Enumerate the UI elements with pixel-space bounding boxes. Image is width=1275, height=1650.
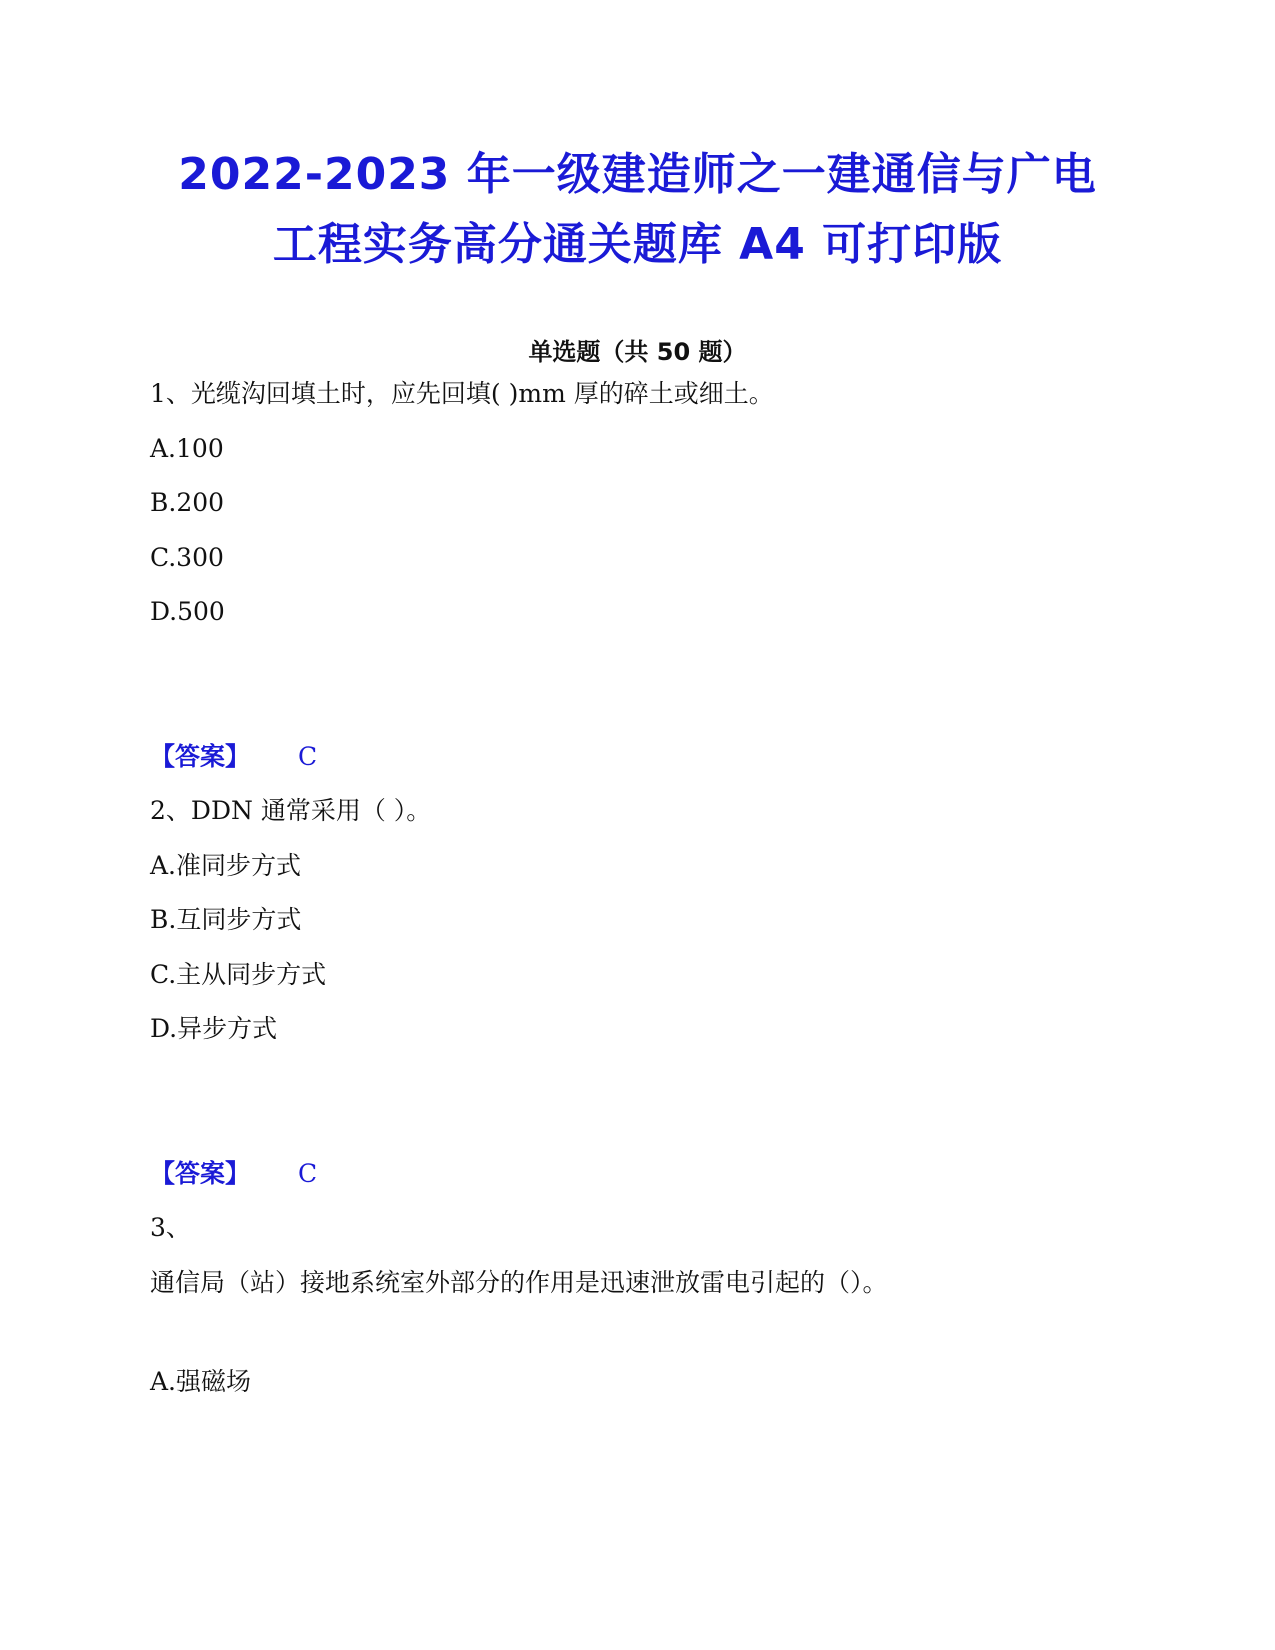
question-1-option-c: C.300 <box>150 543 224 572</box>
question-3-option-a: A.强磁场 <box>150 1367 252 1396</box>
question-2-stem: 2、DDN 通常采用（ ）。 <box>150 796 432 825</box>
question-3-stem: 通信局（站）接地系统室外部分的作用是迅速泄放雷电引起的（）。 <box>150 1268 888 1297</box>
question-2-option-a: A.准同步方式 <box>150 851 302 880</box>
answer-value: C <box>298 1159 318 1188</box>
question-1-answer <box>150 740 317 774</box>
document-title-line-1: 2022-2023 年一级建造师之一建通信与广电 <box>178 149 1097 200</box>
question-2-option-d: D.异步方式 <box>150 1014 278 1043</box>
question-1-option-d: D.500 <box>150 597 225 626</box>
question-1-option-a: A.100 <box>150 434 224 463</box>
answer-label: 【答案】 <box>150 1159 251 1188</box>
document-title-line-2: 工程实务高分通关题库 A4 可打印版 <box>272 219 1003 270</box>
question-2-option-c: C.主从同步方式 <box>150 960 327 989</box>
answer-value: C <box>298 742 318 771</box>
answer-label: 【答案】 <box>150 742 251 771</box>
question-2-answer <box>150 1157 317 1191</box>
question-3-number: 3、 <box>150 1213 191 1242</box>
question-1-option-b: B.200 <box>150 488 225 517</box>
section-heading: 单选题（共 50 题） <box>528 338 747 366</box>
question-2-option-b: B.互同步方式 <box>150 905 302 934</box>
question-1-stem: 1、光缆沟回填土时，应先回填( )mm 厚的碎土或细土。 <box>150 379 774 408</box>
